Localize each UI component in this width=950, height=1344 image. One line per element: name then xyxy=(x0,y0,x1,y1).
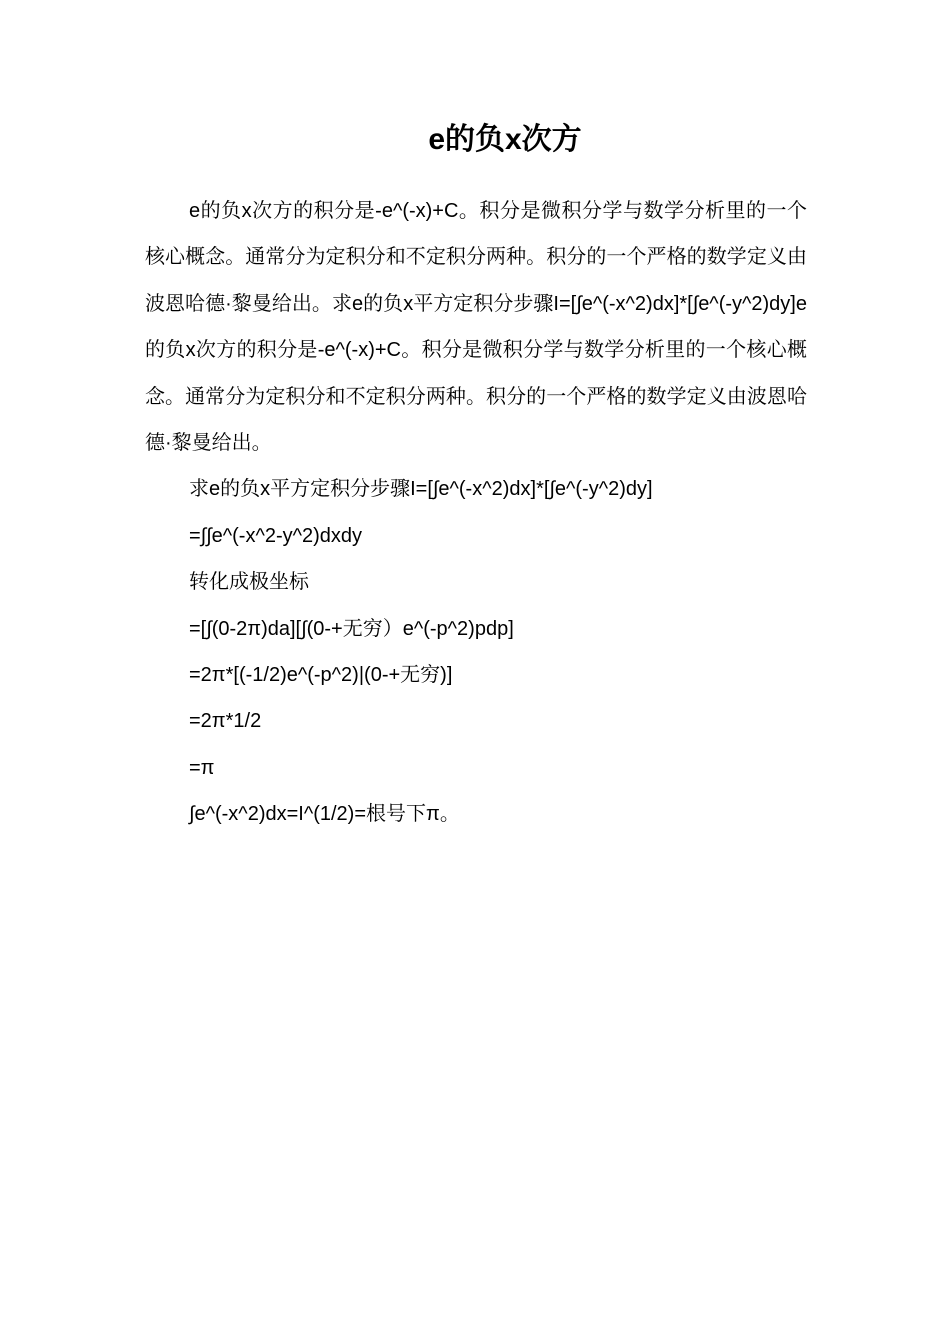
step-line-7: =π xyxy=(189,756,215,779)
document-title: e的负x次方 xyxy=(428,123,582,156)
intro-paragraph: e的负x次方的积分是-e^(-x)+C。积分是微积分学与数学分析里的一个核心概念。通常分为定积分和不定积分两种。积分的一个严格的数学定义由波恩哈德·黎曼给出。求e的负x平方定积分步骤I=[∫e^(-x^2)dx]*[∫e^(-y^2)dy]e的负x次方的积分是-e^(-x)+C。积分是微积分学与数学分析里的一个核心概念。通常分为定积分和不定积分两种。积分的一个严格的数学定义由波恩哈德·黎曼给出。 xyxy=(145,200,807,455)
step-line-8: ∫e^(-x^2)dx=I^(1/2)=根号下π。 xyxy=(189,803,460,826)
step-line-6: =2π*1/2 xyxy=(189,710,262,733)
document-body xyxy=(145,188,807,838)
step-line-2: =∫∫e^(-x^2-y^2)dxdy xyxy=(189,524,363,547)
step-line-4: =[∫(0-2π)da][∫(0-+无穷）e^(-p^2)pdp] xyxy=(189,617,514,640)
step-line-3: 转化成极坐标 xyxy=(189,571,309,594)
step-line-5: =2π*[(-1/2)e^(-p^2)|(0-+无穷)] xyxy=(189,664,453,687)
step-line-1: 求e的负x平方定积分步骤I=[∫e^(-x^2)dx]*[∫e^(-y^2)dy] xyxy=(189,478,653,501)
